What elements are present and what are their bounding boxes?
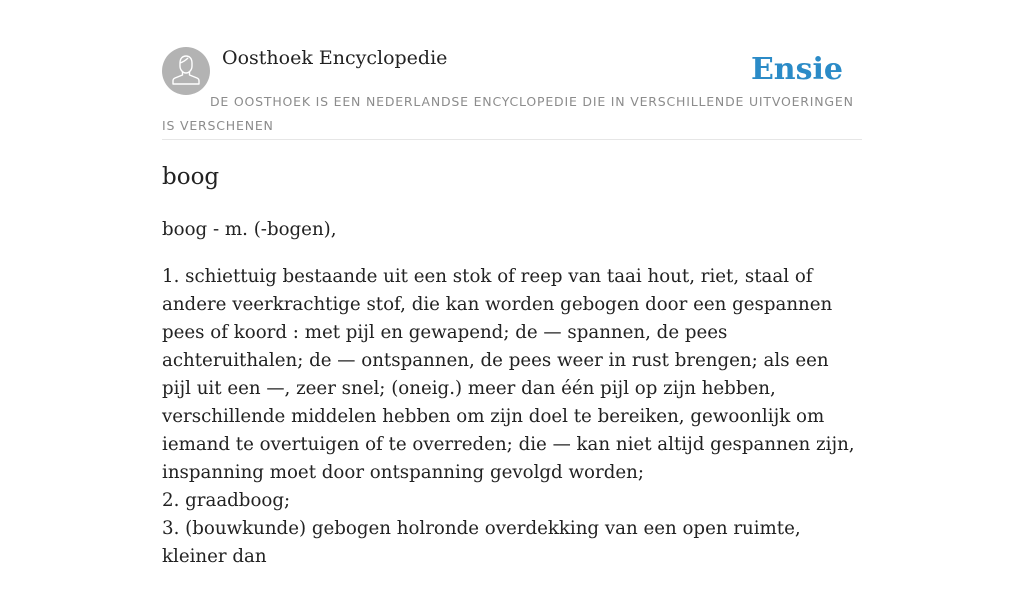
- sense-item: 3. (bouwkunde) gebogen holronde overdekking van een open ruimte, kleiner dan: [162, 518, 801, 567]
- source-header: [162, 47, 862, 140]
- entry-senses: [162, 263, 862, 571]
- source-name-link[interactable]: Oosthoek Encyclopedie: [222, 47, 448, 69]
- sense-item: 2. graadboog;: [162, 490, 291, 511]
- entry-grammar: boog - m. (-bogen),: [162, 219, 337, 240]
- entry-definition: [162, 216, 862, 590]
- user-avatar-icon[interactable]: [162, 47, 210, 95]
- entry-headword: boog: [162, 164, 220, 190]
- brand-logo[interactable]: Ensie: [750, 52, 843, 87]
- person-outline-icon: [162, 47, 210, 95]
- sense-item: 1. schiettuig bestaande uit een stok of reep van taai hout, riet, staal of andere veerkrachtige stof, die kan worden gebogen door een gespannen pees of koord : met pijl en gewapend; de — spannen, de pees achteruithalen; de — ontspannen, de pees weer in rust brengen; als een pijl uit een —, zeer snel; (oneig.) meer dan één pijl op zijn hebben, verschillende middelen hebben om zijn doel te bereiken, gewoonlijk om iemand te overtuigen of te overreden; die — kan niet altijd gespannen zijn, inspanning moet door ontspanning gevolgd worden;: [162, 266, 855, 483]
- source-description: DE OOSTHOEK IS EEN NEDERLANDSE ENCYCLOPEDIE DIE IN VERSCHILLENDE UITVOERINGEN IS VERSCHENEN: [162, 94, 854, 133]
